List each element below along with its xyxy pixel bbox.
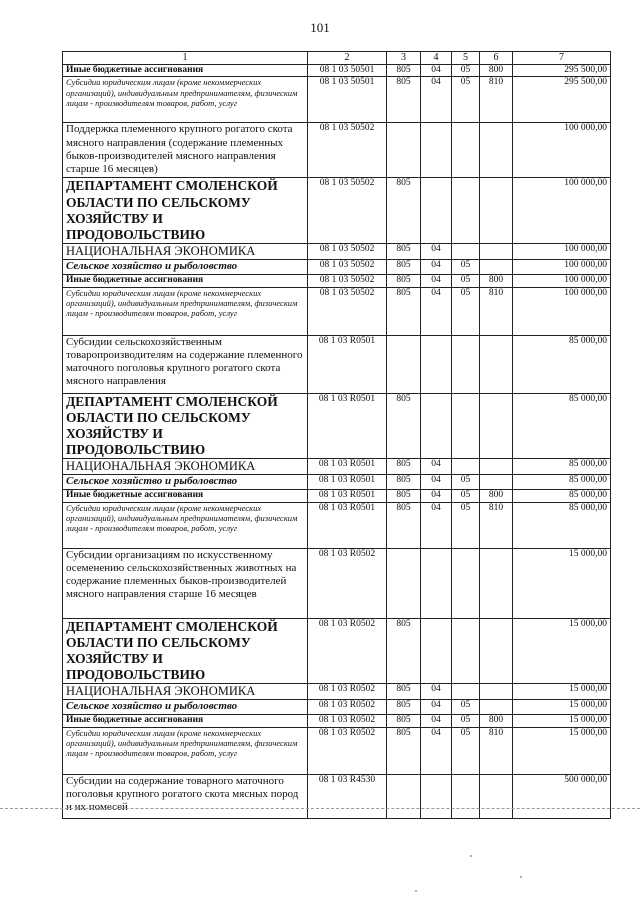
amount: 15 000,00 — [513, 727, 611, 774]
expense-type-code — [480, 335, 513, 393]
table-row — [63, 684, 611, 700]
expense-type-code: 800 — [480, 275, 513, 287]
ministry-code: 805 — [387, 287, 421, 335]
subsection-code: 05 — [452, 700, 480, 715]
table-row — [63, 490, 611, 502]
table-row — [63, 244, 611, 260]
ministry-code: 805 — [387, 260, 421, 275]
target-article-code: 08 1 03 R0501 — [308, 335, 387, 393]
amount: 85 000,00 — [513, 502, 611, 548]
ministry-code: 805 — [387, 393, 421, 459]
subsection-code: 05 — [452, 260, 480, 275]
subsection-code: 05 — [452, 65, 480, 77]
table-row — [63, 65, 611, 77]
ministry-code: 805 — [387, 618, 421, 684]
target-article-code: 08 1 03 R0501 — [308, 490, 387, 502]
subsection-code — [452, 618, 480, 684]
column-header: 2 — [308, 52, 387, 65]
amount: 295 500,00 — [513, 77, 611, 123]
expense-type-code — [480, 700, 513, 715]
section-code: 04 — [421, 684, 452, 700]
target-article-code: 08 1 03 R0501 — [308, 502, 387, 548]
target-article-code: 08 1 03 50502 — [308, 178, 387, 244]
amount: 100 000,00 — [513, 123, 611, 178]
page-number: 101 — [310, 20, 330, 35]
row-name: Сельское хозяйство и рыболовство — [63, 260, 308, 275]
expense-type-code — [480, 393, 513, 459]
row-name: Иные бюджетные ассигнования — [63, 275, 308, 287]
subsection-code — [452, 244, 480, 260]
row-name: ДЕПАРТАМЕНТ СМОЛЕНСКОЙ ОБЛАСТИ ПО СЕЛЬСКОМУ ХОЗЯЙСТВУ И ПРОДОВОЛЬСТВИЮ — [63, 178, 308, 244]
row-name: Иные бюджетные ассигнования — [63, 715, 308, 727]
ministry-code: 805 — [387, 502, 421, 548]
target-article-code: 08 1 03 50502 — [308, 287, 387, 335]
table-row — [63, 727, 611, 774]
section-code — [421, 393, 452, 459]
amount: 85 000,00 — [513, 490, 611, 502]
table-row — [63, 618, 611, 684]
section-code: 04 — [421, 244, 452, 260]
expense-type-code — [480, 618, 513, 684]
column-header: 5 — [452, 52, 480, 65]
target-article-code: 08 1 03 R0501 — [308, 393, 387, 459]
subsection-code: 05 — [452, 275, 480, 287]
column-header: 4 — [421, 52, 452, 65]
amount: 85 000,00 — [513, 459, 611, 475]
subsection-code: 05 — [452, 715, 480, 727]
scan-speck — [415, 890, 417, 892]
amount: 15 000,00 — [513, 700, 611, 715]
expense-type-code — [480, 475, 513, 490]
target-article-code: 08 1 03 R4530 — [308, 774, 387, 818]
row-name: Иные бюджетные ассигнования — [63, 490, 308, 502]
expense-type-code — [480, 260, 513, 275]
expense-type-code — [480, 459, 513, 475]
ministry-code: 805 — [387, 727, 421, 774]
target-article-code: 08 1 03 R0502 — [308, 727, 387, 774]
subsection-code — [452, 178, 480, 244]
row-name: Субсидии юридическим лицам (кроме некоммерческих организаций), индивидуальным предпринимателям, физическим лицам - производителям товаров, работ, услуг — [63, 502, 308, 548]
target-article-code: 08 1 03 R0501 — [308, 459, 387, 475]
subsection-code — [452, 335, 480, 393]
amount: 295 500,00 — [513, 65, 611, 77]
amount: 100 000,00 — [513, 244, 611, 260]
table-row — [63, 77, 611, 123]
target-article-code: 08 1 03 R0502 — [308, 548, 387, 618]
section-code: 04 — [421, 475, 452, 490]
amount: 100 000,00 — [513, 260, 611, 275]
target-article-code: 08 1 03 50502 — [308, 123, 387, 178]
subsection-code — [452, 774, 480, 818]
table-row — [63, 715, 611, 727]
table-row — [63, 393, 611, 459]
ministry-code: 805 — [387, 77, 421, 123]
ministry-code: 805 — [387, 459, 421, 475]
table-row — [63, 123, 611, 178]
table-row — [63, 459, 611, 475]
table-row — [63, 502, 611, 548]
expense-type-code: 810 — [480, 502, 513, 548]
column-header: 1 — [63, 52, 308, 65]
ministry-code: 805 — [387, 275, 421, 287]
column-header: 7 — [513, 52, 611, 65]
ministry-code: 805 — [387, 475, 421, 490]
ministry-code: 805 — [387, 65, 421, 77]
row-name: ДЕПАРТАМЕНТ СМОЛЕНСКОЙ ОБЛАСТИ ПО СЕЛЬСКОМУ ХОЗЯЙСТВУ И ПРОДОВОЛЬСТВИЮ — [63, 393, 308, 459]
expense-type-code: 800 — [480, 490, 513, 502]
amount: 500 000,00 — [513, 774, 611, 818]
row-name: Сельское хозяйство и рыболовство — [63, 475, 308, 490]
subsection-code: 05 — [452, 77, 480, 123]
expense-type-code: 800 — [480, 65, 513, 77]
ministry-code — [387, 774, 421, 818]
section-code — [421, 335, 452, 393]
expense-type-code: 810 — [480, 727, 513, 774]
amount: 15 000,00 — [513, 548, 611, 618]
target-article-code: 08 1 03 R0502 — [308, 715, 387, 727]
expense-type-code: 810 — [480, 287, 513, 335]
target-article-code: 08 1 03 50502 — [308, 244, 387, 260]
section-code: 04 — [421, 260, 452, 275]
subsection-code: 05 — [452, 490, 480, 502]
column-header-row — [63, 52, 611, 65]
subsection-code: 05 — [452, 502, 480, 548]
amount: 100 000,00 — [513, 178, 611, 244]
section-code — [421, 178, 452, 244]
page-cut-line — [0, 808, 640, 809]
ministry-code — [387, 123, 421, 178]
amount: 15 000,00 — [513, 684, 611, 700]
row-name: Субсидии на содержание товарного маточного поголовья крупного рогатого скота мясных пород и их помесей — [63, 774, 308, 818]
section-code: 04 — [421, 490, 452, 502]
expense-type-code — [480, 684, 513, 700]
amount: 100 000,00 — [513, 287, 611, 335]
ministry-code — [387, 548, 421, 618]
row-name: Сельское хозяйство и рыболовство — [63, 700, 308, 715]
row-name: ДЕПАРТАМЕНТ СМОЛЕНСКОЙ ОБЛАСТИ ПО СЕЛЬСКОМУ ХОЗЯЙСТВУ И ПРОДОВОЛЬСТВИЮ — [63, 618, 308, 684]
section-code: 04 — [421, 502, 452, 548]
section-code — [421, 548, 452, 618]
table-row — [63, 700, 611, 715]
section-code: 04 — [421, 715, 452, 727]
row-name: Субсидии юридическим лицам (кроме некоммерческих организаций), индивидуальным предпринимателям, физическим лицам - производителям товаров, работ, услуг — [63, 77, 308, 123]
target-article-code: 08 1 03 50502 — [308, 260, 387, 275]
expense-type-code — [480, 244, 513, 260]
ministry-code: 805 — [387, 178, 421, 244]
subsection-code: 05 — [452, 727, 480, 774]
subsection-code — [452, 393, 480, 459]
table-row — [63, 287, 611, 335]
target-article-code: 08 1 03 R0501 — [308, 475, 387, 490]
budget-table — [62, 51, 611, 819]
amount: 85 000,00 — [513, 393, 611, 459]
ministry-code: 805 — [387, 700, 421, 715]
expense-type-code — [480, 123, 513, 178]
section-code — [421, 123, 452, 178]
row-name: Субсидии юридическим лицам (кроме некоммерческих организаций), индивидуальным предпринимателям, физическим лицам - производителям товаров, работ, услуг — [63, 727, 308, 774]
subsection-code: 05 — [452, 475, 480, 490]
row-name: Субсидии организациям по искусственному осеменению сельскохозяйственных животных на содержание племенных быков-производителей мясного направления старше 16 месяцев — [63, 548, 308, 618]
subsection-code — [452, 684, 480, 700]
section-code: 04 — [421, 65, 452, 77]
section-code — [421, 618, 452, 684]
row-name: Субсидии сельскохозяйственным товаропроизводителям на содержание племенного маточного поголовья крупного рогатого скота мясного направления — [63, 335, 308, 393]
subsection-code — [452, 548, 480, 618]
subsection-code: 05 — [452, 287, 480, 335]
row-name: Субсидии юридическим лицам (кроме некоммерческих организаций), индивидуальным предпринимателям, физическим лицам - производителям товаров, работ, услуг — [63, 287, 308, 335]
target-article-code: 08 1 03 R0502 — [308, 684, 387, 700]
amount: 85 000,00 — [513, 335, 611, 393]
ministry-code: 805 — [387, 684, 421, 700]
target-article-code: 08 1 03 R0502 — [308, 700, 387, 715]
row-name: НАЦИОНАЛЬНАЯ ЭКОНОМИКА — [63, 244, 308, 260]
ministry-code: 805 — [387, 490, 421, 502]
table-row — [63, 260, 611, 275]
row-name: Иные бюджетные ассигнования — [63, 65, 308, 77]
expense-type-code: 810 — [480, 77, 513, 123]
column-header: 6 — [480, 52, 513, 65]
scan-speck — [520, 876, 522, 878]
target-article-code: 08 1 03 50501 — [308, 65, 387, 77]
row-name: НАЦИОНАЛЬНАЯ ЭКОНОМИКА — [63, 684, 308, 700]
expense-type-code — [480, 548, 513, 618]
section-code: 04 — [421, 700, 452, 715]
subsection-code — [452, 123, 480, 178]
table-row — [63, 178, 611, 244]
section-code: 04 — [421, 275, 452, 287]
expense-type-code: 800 — [480, 715, 513, 727]
amount: 85 000,00 — [513, 475, 611, 490]
target-article-code: 08 1 03 50501 — [308, 77, 387, 123]
row-name: НАЦИОНАЛЬНАЯ ЭКОНОМИКА — [63, 459, 308, 475]
expense-type-code — [480, 178, 513, 244]
scan-speck — [470, 855, 472, 857]
expense-type-code — [480, 774, 513, 818]
ministry-code: 805 — [387, 715, 421, 727]
section-code: 04 — [421, 287, 452, 335]
table-row — [63, 475, 611, 490]
section-code: 04 — [421, 459, 452, 475]
section-code: 04 — [421, 77, 452, 123]
table-row — [63, 335, 611, 393]
section-code — [421, 774, 452, 818]
table-row — [63, 275, 611, 287]
subsection-code — [452, 459, 480, 475]
amount: 15 000,00 — [513, 618, 611, 684]
ministry-code — [387, 335, 421, 393]
amount: 100 000,00 — [513, 275, 611, 287]
column-header: 3 — [387, 52, 421, 65]
section-code: 04 — [421, 727, 452, 774]
row-name: Поддержка племенного крупного рогатого скота мясного направления (содержание племенных быков-производителей мясного направления старше 16 месяцев) — [63, 123, 308, 178]
table-row — [63, 548, 611, 618]
ministry-code: 805 — [387, 244, 421, 260]
amount: 15 000,00 — [513, 715, 611, 727]
table-row — [63, 774, 611, 818]
target-article-code: 08 1 03 50502 — [308, 275, 387, 287]
target-article-code: 08 1 03 R0502 — [308, 618, 387, 684]
